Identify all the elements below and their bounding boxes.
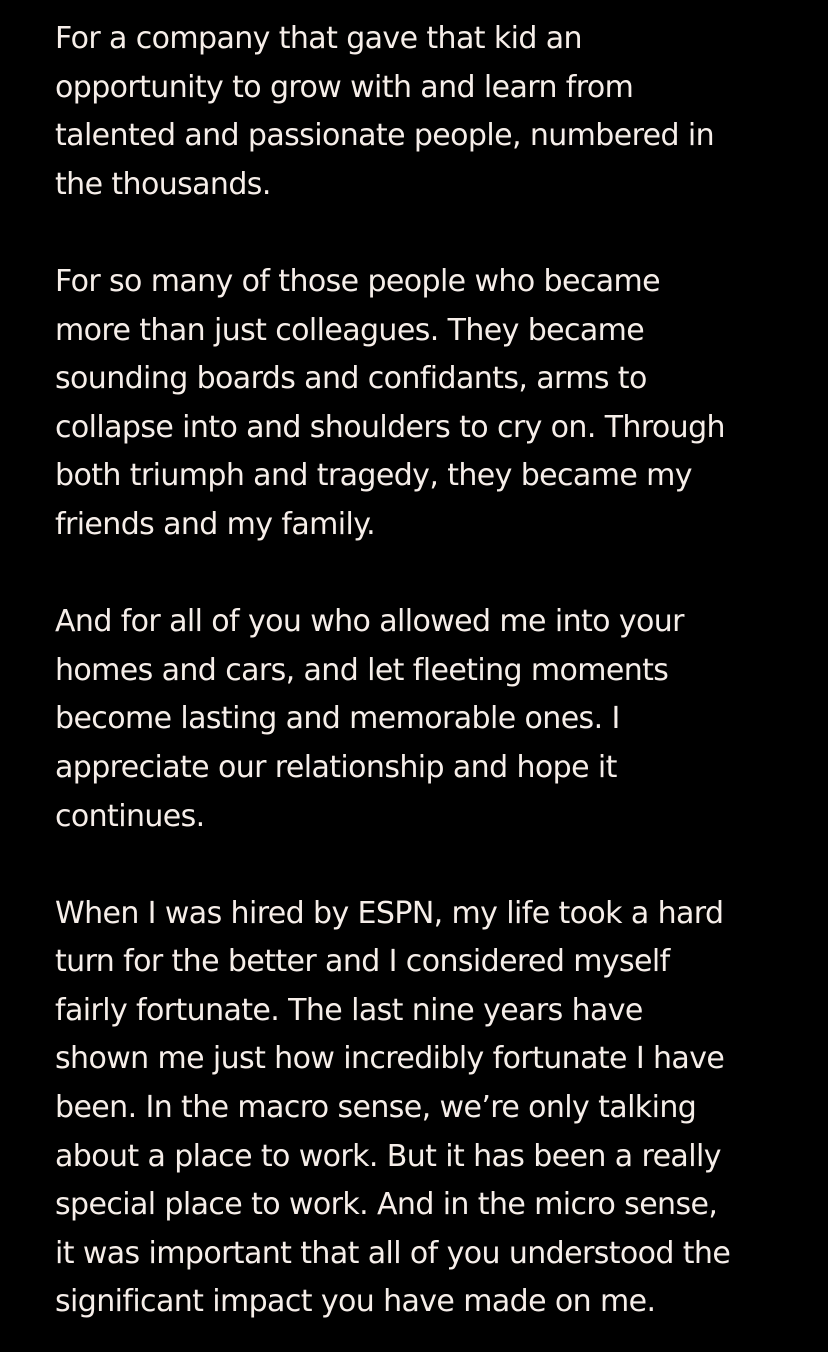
note-body bbox=[55, 15, 815, 1327]
paragraph-4 bbox=[55, 890, 815, 1327]
paragraph-gap bbox=[55, 209, 815, 258]
text-line: the thousands. bbox=[55, 166, 271, 202]
text-line: friends and my family. bbox=[55, 506, 376, 542]
paragraph-gap bbox=[55, 841, 815, 890]
text-line: appreciate our relationship and hope it bbox=[55, 749, 617, 785]
paragraph-1 bbox=[55, 15, 815, 209]
text-line: significant impact you have made on me. bbox=[55, 1284, 656, 1320]
text-line: fairly fortunate. The last nine years have bbox=[55, 992, 643, 1028]
paragraph-gap bbox=[55, 550, 815, 599]
text-line: For a company that gave that kid an bbox=[55, 21, 582, 56]
text-line: sounding boards and confidants, arms to bbox=[55, 361, 647, 397]
text-line: both triumph and tragedy, they became my bbox=[55, 458, 692, 494]
text-line: opportunity to grow with and learn from bbox=[55, 69, 634, 105]
text-line: become lasting and memorable ones. I bbox=[55, 701, 620, 737]
text-line: shown me just how incredibly fortunate I have bbox=[55, 1041, 725, 1077]
text-line: collapse into and shoulders to cry on. Through bbox=[55, 409, 725, 445]
paragraph-3 bbox=[55, 598, 815, 841]
text-line: about a place to work. But it has been a really bbox=[55, 1138, 721, 1174]
text-line: When I was hired by ESPN, my life took a hard bbox=[55, 895, 724, 931]
paragraph-2 bbox=[55, 258, 815, 550]
text-line: been. In the macro sense, we’re only talking bbox=[55, 1090, 697, 1126]
text-line: For so many of those people who became bbox=[55, 263, 660, 299]
text-line: And for all of you who allowed me into your bbox=[55, 604, 684, 640]
text-line: turn for the better and I considered myself bbox=[55, 944, 670, 980]
text-line: continues. bbox=[55, 798, 205, 834]
text-line: talented and passionate people, numbered in bbox=[55, 118, 715, 154]
text-line: homes and cars, and let fleeting moments bbox=[55, 652, 669, 688]
text-line: it was important that all of you understood the bbox=[55, 1235, 731, 1271]
text-line: more than just colleagues. They became bbox=[55, 312, 645, 348]
text-line: special place to work. And in the micro sense, bbox=[55, 1187, 718, 1223]
